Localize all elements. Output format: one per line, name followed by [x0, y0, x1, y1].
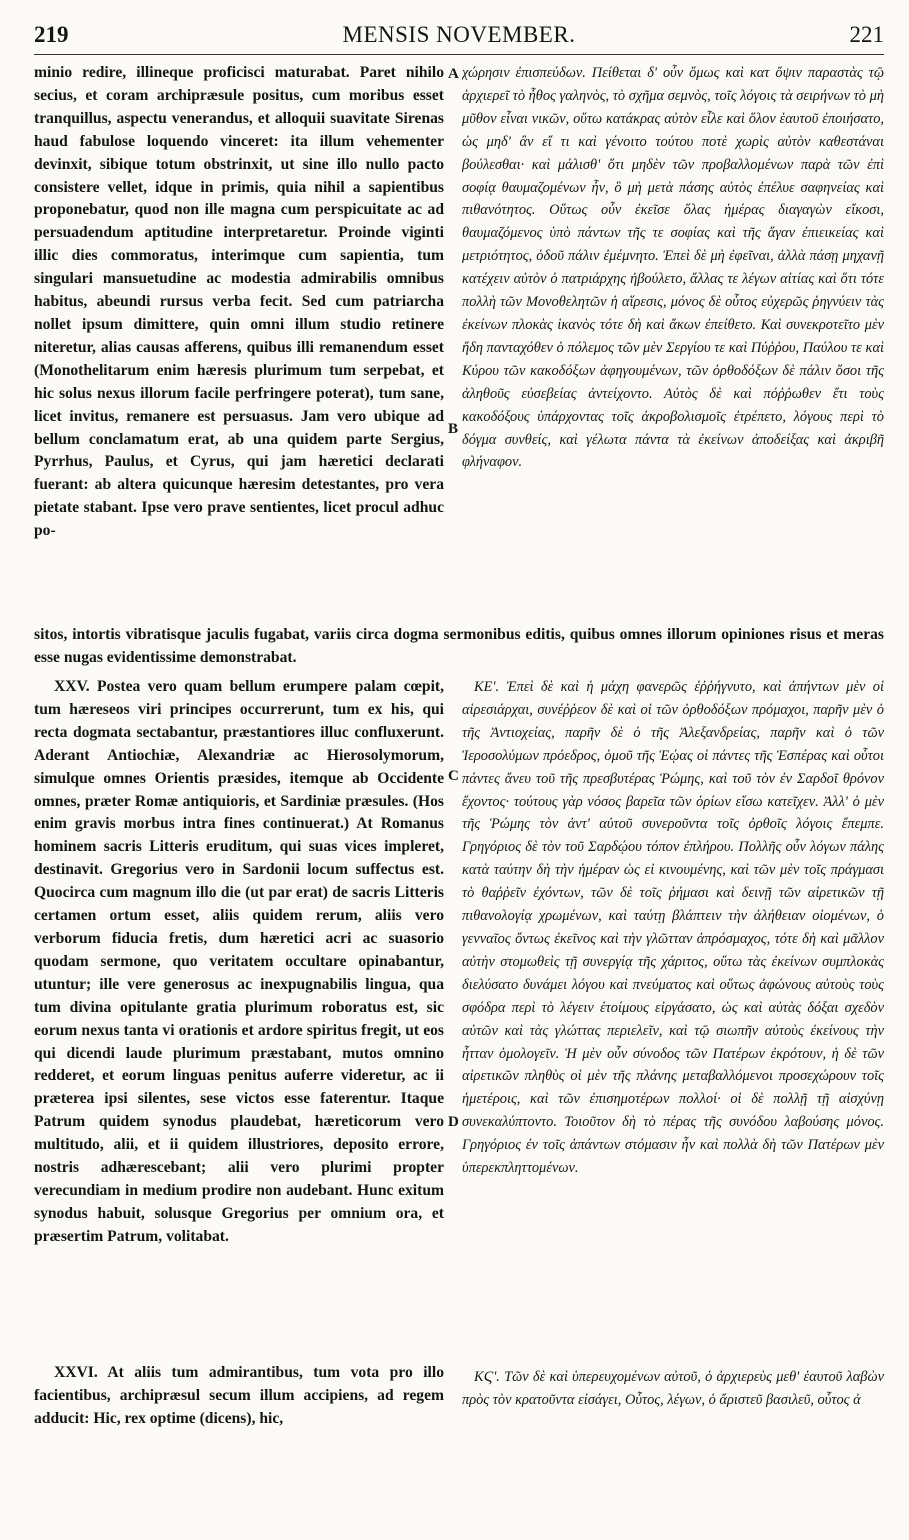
running-header [34, 20, 884, 54]
margin-letter-d: D [448, 1114, 459, 1130]
latin-section-xxv [34, 676, 444, 1328]
page-number-right: 221 [849, 22, 884, 47]
latin-spanning-line [34, 624, 884, 672]
greek-paragraph-ke: ΚΕ'. Ἐπεὶ δὲ καὶ ἡ μάχη φανερῶς ἐῤῥήγνυτο, καὶ ἀπήντων μὲν οἱ αἱρεσιάρχαι, συνέῤῥεον δὲ καὶ οἱ τῶν ὀρθοδόξων πρόμαχοι, παρῆν μὲν ὁ τῆς Ἀντιοχείας, παρῆν δὲ ὁ τῆς Ἀλεξανδρείας, παρῆν καὶ ὁ τῶν Ἱεροσολύμων πρόεδρος, ὁμοῦ τῆς Ἑῴας οἱ πάντες τῆς Ἑσπέρας καὶ οὗτοι πάντες ἄνευ τοῦ τῆς πρεσβυτέρας Ῥώμης, καὶ τοῦ τὸν ἐν Σαρδοῖ θρόνον ἔχοντος· τούτους γὰρ νόσος βαρεῖα τῶν ὁρίων εἴσω κατεῖχεν. Ἀλλ' ὁ μὲν τῆς Ῥώμης τὸν ἀντ' αὐτοῦ συνεροῦντα τοῖς ὀρθοῖς λόγοις ἔπεμπε. Γρηγόριος δὲ τὸν τοῦ Σαρδῴου τόπον ἐπλήρου. Πολλῆς οὖν λόγων πάλης κατὰ ταύτην δὴ τὴν ἡμέραν ὡς εἰ κινουμένης, καὶ τῶν μὲν τοῖς πράγμασι τὸ θαῤῥεῖν ἐχόντων, τῶν δὲ τοῖς ῥήμασι καὶ δεινῇ τῶν αἱρετικῶν τῇ πιθανολογίᾳ χρωμένων, καὶ ταύτῃ βλάπτειν τὴν ἀλήθειαν οἰομένων, ὁ γενναῖος ὄντως ἐκεῖνος καὶ τὴν γλῶτταν ἀπρόσμαχος, τότε δὴ καὶ μᾶλλον αὐτὴν στομωθεὶς τῇ συνεργίᾳ τῆς χάριτος, οὕτω τὰς ἐκείνων συμπλοκὰς διελύσατο δυνάμει λόγου καὶ πνεύματος καὶ οὕτως ἀφώνους αὐτοὺς τοὺς σφόδρα περὶ τὸ λέγειν ἑτοίμους εἰργάσατο, ὡς καὶ αὐτὰς δόξαι σχεδὸν αὐτῶν καὶ τὰς γλώττας περιελεῖν, καὶ τῷ σιωπῆν αὐτοὺς ἐκείνους τὴν ἧτταν ὁμολογεῖν. Ἡ μὲν οὖν σύνοδος τῶν Πατέρων ἐκρότουν, ἡ δὲ τῶν αἱρετικῶν πληθὺς οἱ μὲν τῆς πλάνης μεταβαλλόμενοι προσεχώρουν τοῖς ἡμετέροις, καὶ τῶν ἐπισημοτέρων πολλοί· οἱ δὲ πολλῇ τῇ αἰσχύνῃ συνεκαλύπτοντο. Τοιοῦτον δὴ τὸ πέρας τῆς συνόδου λαβούσης μόνος. Γρηγόριος ἐν τοῖς ἁπάντων στόμασιν ἦν καὶ πολλὰ δὴ τῶν Πατέρων μὲν ὑπερεκπληττομένων. [462, 679, 884, 1177]
greek-paragraph-ks: ΚϚ'. Τῶν δὲ καὶ ὑπερευχομένων αὐτοῦ, ὁ ἀρχιερεὺς μεθ' ἑαυτοῦ λαβὼν πρὸς τὸν κρατοῦντα εἰσάγει, Οὗτος, λέγων, ὁ ἄριστεῦ βασιλεῦ, οὗτος ἀ [462, 1369, 884, 1408]
page-number-left: 219 [34, 22, 69, 47]
header-rule [34, 54, 884, 55]
margin-letter-b: B [448, 421, 459, 437]
latin-paragraph-span: sitos, intortis vibratisque jaculis fugabat, variis circa dogma sermonibus editis, quibus omnes illorum opiniones risus et meras esse nugas evidentissime demonstrabat. [34, 626, 884, 666]
greek-section-ks [462, 1366, 884, 1436]
running-title: MENSIS NOVEMBER. [342, 22, 576, 47]
margin-letter-a: A [448, 66, 459, 82]
margin-letter-c: C [448, 768, 459, 784]
latin-section-xxvi [34, 1362, 444, 1434]
greek-section-ke [462, 676, 884, 1368]
latin-column-top [34, 62, 444, 622]
latin-paragraph-xxv: XXV. Postea vero quam bellum erumpere palam cœpit, tum hæreseos viri principes occurrerunt, tum ex his, qui recta dogmata sectabantur, præstantiores illuc confluxerunt. Aderant Antiochiæ, Alexandriæ ac Hierosolymorum, simulque omnes Orientis præsides, itemque ab Occidente omnes, præter Romæ antiquioris, et Sardiniæ præsules. (Hos enim gravis morbus intra fines continuerat.) At Romanus hominem sacris Litteris eruditum, qui suas vices impleret, destinavit. Gregorius vero in Sardonii locum suffectus est. Quocirca cum magnum illo die (ut par erat) de sacris Litteris certamen ortum esset, aliis quidem rerum, aliis vero verborum fiducia fretis, dum hæretici acri ac suasorio quodam sermone, quo veritatem occultare opinabantur, utuntur; ille vere generosus ac inexpugnabilis lingua, qua tum divina opitulante gratia plurimum roboratus est, sic eorum nexus tanta vi orationis et ardore spiritus fregit, ut eos qui dicendi laude plurimum præstabant, mutos omnino redderet, et eorum linguas penitus auferre videretur, ac ii præterea ipsi silentes, sese victos esse faterentur. Itaque Patrum quidem synodus plaudebat, hæreticorum vero multitudo, alii, et ii quidem illustriores, deposito errore, nostris adhærescebant; alii vero plurimi propter verecundiam in medium prodire non audebant. Hunc exitum synodus habuit, solusque Gregorius per omnium ora, et præsertim Patrum, volitabat. [34, 678, 444, 1245]
latin-paragraph-xxvi: XXVI. At aliis tum admirantibus, tum vota pro illo facientibus, archipræsul secum illum accipiens, ad regem adducit: Hic, rex optime (dicens), hic, [34, 1364, 444, 1427]
greek-paragraph: χώρησιν ἐπισπεύδων. Πείθεται δ' οὖν ὅμως καὶ κατ ὄψιν παραστὰς τῷ ἀρχιερεῖ τὸ ἦθος γαληνὸς, τὸ σχῆμα σεμνὸς, τοῖς λόγοις τὰ σειρήνων τὸ μὴ μῦθον εἶναι νικῶν, οὕτω κατάκρας αὐτὸν εἷλε καὶ ὅλον ἑαυτοῦ ἐποιήσατο, ὡς μηδ' ἂν εἴ τι καὶ γένοιτο τούτου ποτὲ χωρὶς αὐτὸν καθεστάναι βούλεσθαι· καὶ μάλισθ' ὅτι μηδὲν τῶν προβαλλομένων παρὰ τῶν ἐπὶ σοφίᾳ θαυμαζομένων ἦν, ὃ μὴ μετὰ πάσης αὐτὸς ἐπέλυε σαφηνείας καὶ πιθανότητος. Οὕτως οὖν ἐκεῖσε ὅλας ἡμέρας διαγαγὼν εἴκοσι, θαυμαζόμενος ὑπὸ πάντων τῆς τε σοφίας καὶ τῆς ἄγαν ἐπιεικείας καὶ μετριότητος, ὁδοῦ πάλιν ἐμέμνητο. Ἐπεὶ δὲ μὴ ἐφεῖναι, ἀλλὰ πάσῃ μηχανῇ κατέχειν αὐτὸν ὁ πατριάρχης ἠβούλετο, ἄλλας τε λέγων αἰτίας καὶ ὅτι τότε πολλὴ τῶν Μονοθελητῶν ἡ αἵρεσις, μόνος δὲ οὗτος εὐχερῶς ῥηγνύειν τὰς ἐκείνων πλοκὰς ἱκανὸς τότε δὴ καὶ ἄκων ἐπείθετο. Καὶ συνεκροτεῖτο μὲν ἤδη πανταχόθεν ὁ πόλεμος τῶν μὲν Σεργίου τε καὶ Πύῤῥου, Παύλου τε καὶ Κύρου τῶν κακοδόξων ἀφηγουμένων, τῶν ὀρθοδόξων δὲ πάλιν ὅσοι τῆς ἀληθοῦς εὐσεβείας ἀντείχοντο. Αὐτὸς δὲ καὶ πόῤῥωθεν ἔτι τοὺς κακοδόξους ὑπάρχοντας τοῖς ἀκροβολισμοῖς ἐτρέπετο, λόγους περὶ τὸ δόγμα συνθείς, καὶ γέλωτα πάντα τὰ ἐκείνων ἀποδείξας καὶ ἀκριβῆ φλήναφον. [462, 65, 884, 471]
greek-column-top [462, 62, 884, 622]
latin-paragraph: minio redire, illineque proficisci maturabat. Paret nihilo secius, et coram archipræsule positus, cum moribus esset tranquillus, aspectu venerandus, et alloquii suavitate Sirenas haud fabulose loquendo vinceret: ita illum vehementer devinxit, sibique totum obstrinxit, ut sine illo nullo pacto consistere vellet, idque in primis, quia nihil a sapientibus proponebatur, quod non ille magna cum perspicuitate ac ad persuadendum aptitudine interpretaretur. Proinde viginti illic dies commoratus, interimque cum sapientia, tum singulari mansuetudine ac modestia admirabilis omnibus habitus, abeundi rursus verba fecit. Sed cum patriarcha nollet ipsum dimittere, quin omni illum studio retinere niteretur, alias causas afferens, quibus illi remanendum esset (Monothelitarum enim hæresis plurimum tum serpebat, et hic solus nexus illorum facile perfringere poterat), tum sane, licet invitus, remanere est persuasus. Jam vero ubique ad bellum conclamatum erat, ab una quidem parte Sergius, Pyrrhus, Paulus, et Cyrus, qui jam hæretici declarati fuerant: ab altera quicunque hæresim detestantes, pro vera pietate stabant. Ipse vero prave sentientes, licet procul adhuc po- [34, 64, 444, 540]
